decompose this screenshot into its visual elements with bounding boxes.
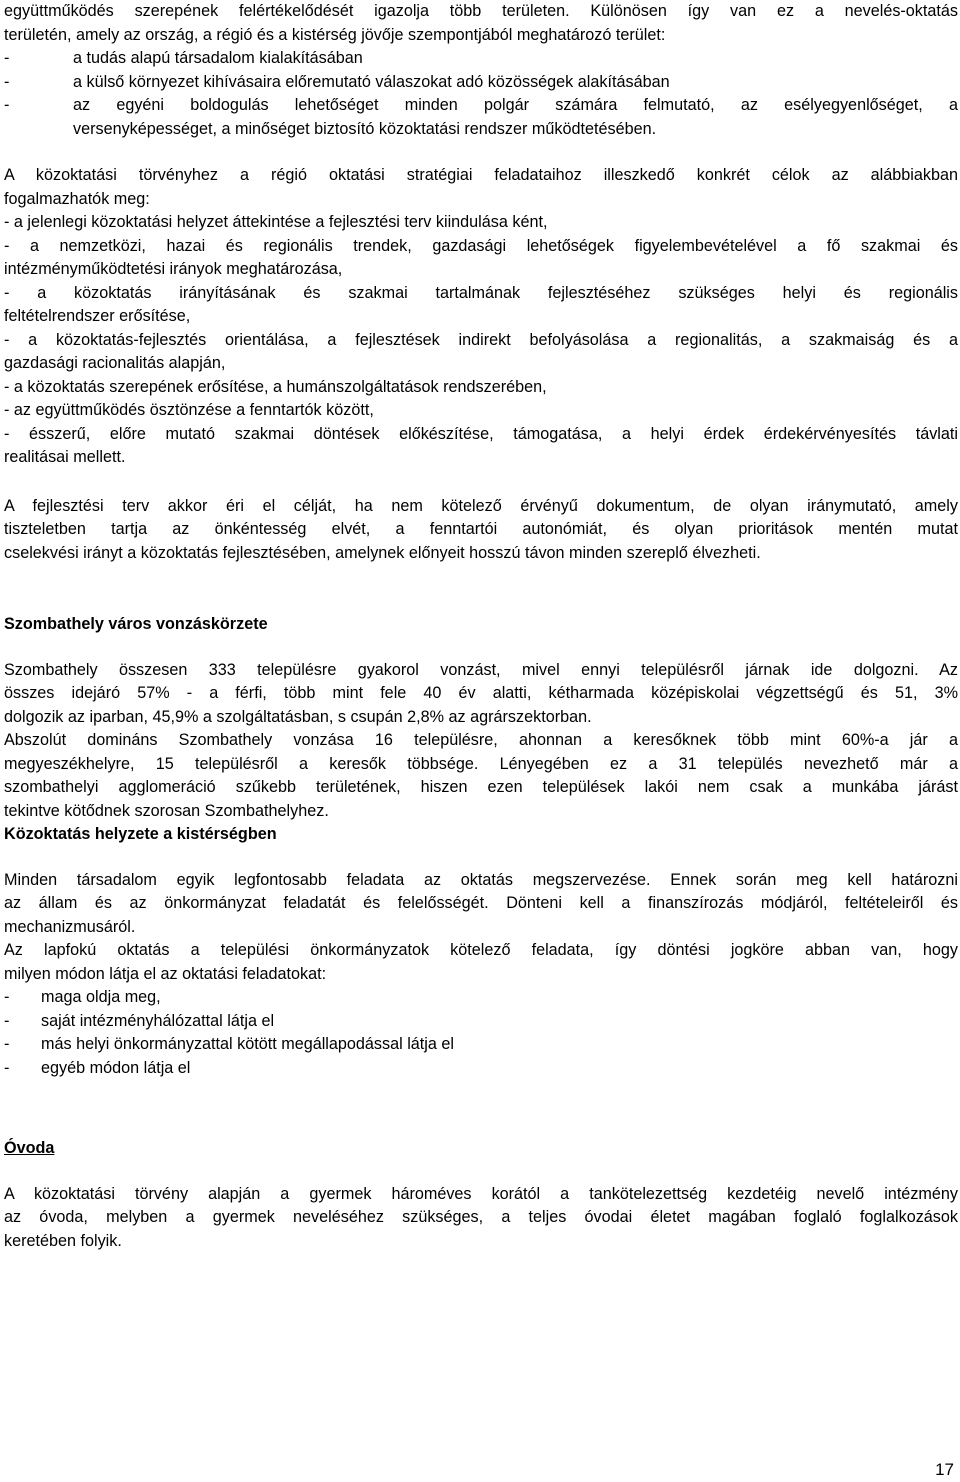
text-line: szombathelyi agglomeráció szűkebb területének, hiszen ezen települések lakói nem csak a munkába járást — [4, 778, 958, 796]
text-line: összes idejáró 57% - a férfi, több mint fele 40 év alatti, kétharmada középiskolai végzettségű és 51, 3% — [4, 684, 958, 702]
goal-item-cont: feltételrendszer erősítése, — [4, 307, 191, 325]
text-line: megyeszékhelyre, 15 településről a keresők többsége. Lényegében ez a 31 település nevezhető már a — [4, 754, 958, 773]
dash-marker: - — [4, 988, 10, 1006]
text-line: tekintve kötődnek szorosan Szombathelyhez. — [4, 801, 329, 820]
text-line: tiszteletben tartja az önkéntesség elvét, a fenntartói autonómiát, és olyan prioritások mentén mutat — [4, 520, 958, 538]
goal-item: - a nemzetközi, hazai és regionális trendek, gazdasági lehetőségek figyelembevételével a fő szakmai és — [4, 236, 958, 255]
plan-paragraph — [4, 495, 958, 566]
dash-marker: - — [4, 49, 10, 67]
page-number: 17 — [935, 1460, 954, 1479]
szombathely-paragraph-1 — [4, 659, 958, 730]
text-line: milyen módon látja el az oktatási feladatokat: — [4, 964, 327, 983]
goal-item-cont: gazdasági racionalitás alapján, — [4, 354, 226, 372]
text-line: Abszolút domináns Szombathely vonzása 16 településre, ahonnan a keresőknek több mint 60%-a jár a — [4, 731, 958, 749]
text-line: Minden társadalom egyik legfontosabb feladata az oktatás megszervezése. Ennek során meg kell határozni — [4, 870, 958, 889]
dash-marker: - — [4, 1035, 10, 1053]
text-line: az óvoda, melyben a gyermek neveléséhez szükséges, a teljes óvodai életet magában foglaló foglalkozások — [4, 1208, 958, 1226]
goal-item: - ésszerű, előre mutató szakmai döntések előkészítése, támogatása, a helyi érdek érdekérvényesítés távlati — [4, 424, 958, 443]
text-line: fogalmazhatók meg: — [4, 189, 150, 208]
text-line: területén, amely az ország, a régió és a kistérség jövője szempontjából meghatározó terület: — [4, 25, 666, 44]
kozoktatas-paragraph-2 — [4, 939, 958, 986]
list-item-text: a külső környezet kihívásaira előremutató válaszokat adó közösségek alakításában — [73, 72, 670, 91]
dash-marker: - — [4, 1058, 10, 1077]
text-line: az állam és az önkormányzat feladatát és felelősségét. Dönteni kell a finanszírozás módjáról, feltételeiről és — [4, 894, 958, 912]
goal-item: - a közoktatás-fejlesztés orientálása, a fejlesztések indirekt befolyásolása a regionalitás, a szakmaiság és a — [4, 330, 958, 349]
goal-item: - a közoktatás irányításának és szakmai tartalmának fejlesztéséhez szükséges helyi és regionális — [4, 283, 958, 302]
list-item-text: a tudás alapú társadalom kialakításában — [73, 49, 363, 67]
goal-item: - a jelenlegi közoktatási helyzet áttekintése a fejlesztési terv kiindulása ként, — [4, 213, 548, 231]
list-item — [4, 47, 958, 71]
text-line: Szombathely összesen 333 településre gyakorol vonzást, mivel ennyi településről járnak ide dolgozni. Az — [4, 660, 958, 679]
text-line: A fejlesztési terv akkor éri el célját, ha nem kötelező érvényű dokumentum, de olyan iránymutató, amely — [4, 496, 958, 515]
text-line: együttműködés szerepének felértékelődését igazolja több területen. Különösen így van ez a nevelés-oktatás — [4, 2, 958, 20]
section-heading-szombathely: Szombathely város vonzáskörzete — [4, 615, 268, 633]
goals-list — [4, 211, 958, 470]
ovoda-paragraph — [4, 1183, 958, 1254]
list-item — [4, 1010, 958, 1034]
text-line: dolgozik az iparban, 45,9% a szolgáltatásban, s csupán 2,8% az agrárszektorban. — [4, 707, 592, 726]
goal-item: - a közoktatás szerepének erősítése, a humánszolgáltatások rendszerében, — [4, 377, 547, 396]
bullet-list-options — [4, 986, 958, 1080]
goal-item-cont: intézményműködtetési irányok meghatározása, — [4, 260, 343, 278]
document-page — [4, 0, 958, 1253]
list-item-text: saját intézményhálózattal látja el — [41, 1011, 275, 1030]
text-line: Az lapfokú oktatás a települési önkormányzatok kötelező feladata, így döntési jogköre abban van, hogy — [4, 941, 958, 959]
kozoktatas-paragraph-1 — [4, 869, 958, 940]
text-line: cselekvési irányt a közoktatás fejlesztésében, amelynek előnyeit hosszú távon minden szereplő élvezheti. — [4, 543, 761, 562]
list-item — [4, 71, 958, 95]
bullet-list-areas — [4, 47, 958, 141]
section-heading-kozoktatas: Közoktatás helyzete a kistérségben — [4, 825, 277, 843]
text-line: A közoktatási törvény alapján a gyermek hároméves korától a tankötelezettség kezdetéig nevelő intézmény — [4, 1184, 958, 1203]
intro-paragraph — [4, 0, 958, 47]
dash-marker: - — [4, 72, 10, 91]
list-item — [4, 986, 958, 1010]
list-item-text: az egyéni boldogulás lehetőséget minden polgár számára felmutató, az esélyegyenlőséget, a — [73, 96, 958, 114]
text-line: keretében folyik. — [4, 1231, 122, 1250]
text-line: mechanizmusáról. — [4, 917, 136, 936]
dash-marker: - — [4, 1011, 10, 1030]
list-item — [4, 1057, 958, 1081]
list-item-text: versenyképességet, a minőséget biztosító közoktatási rendszer működtetésében. — [73, 119, 657, 138]
goal-item-cont: realitásai mellett. — [4, 448, 126, 466]
list-item-text: egyéb módon látja el — [41, 1058, 191, 1077]
dash-marker: - — [4, 96, 10, 114]
list-item-text: maga oldja meg, — [41, 988, 161, 1006]
list-item — [4, 1033, 958, 1057]
text-line: A közoktatási törvényhez a régió oktatási stratégiai feladataihoz illeszkedő konkrét célok az alábbiakban — [4, 166, 958, 184]
section-heading-ovoda: Óvoda — [4, 1139, 55, 1157]
list-item — [4, 94, 958, 141]
list-item-text: más helyi önkormányzattal kötött megállapodással látja el — [41, 1035, 454, 1053]
goal-item: - az együttműködés ösztönzése a fenntartók között, — [4, 401, 374, 419]
szombathely-paragraph-2 — [4, 729, 958, 823]
goals-intro-paragraph — [4, 164, 958, 211]
